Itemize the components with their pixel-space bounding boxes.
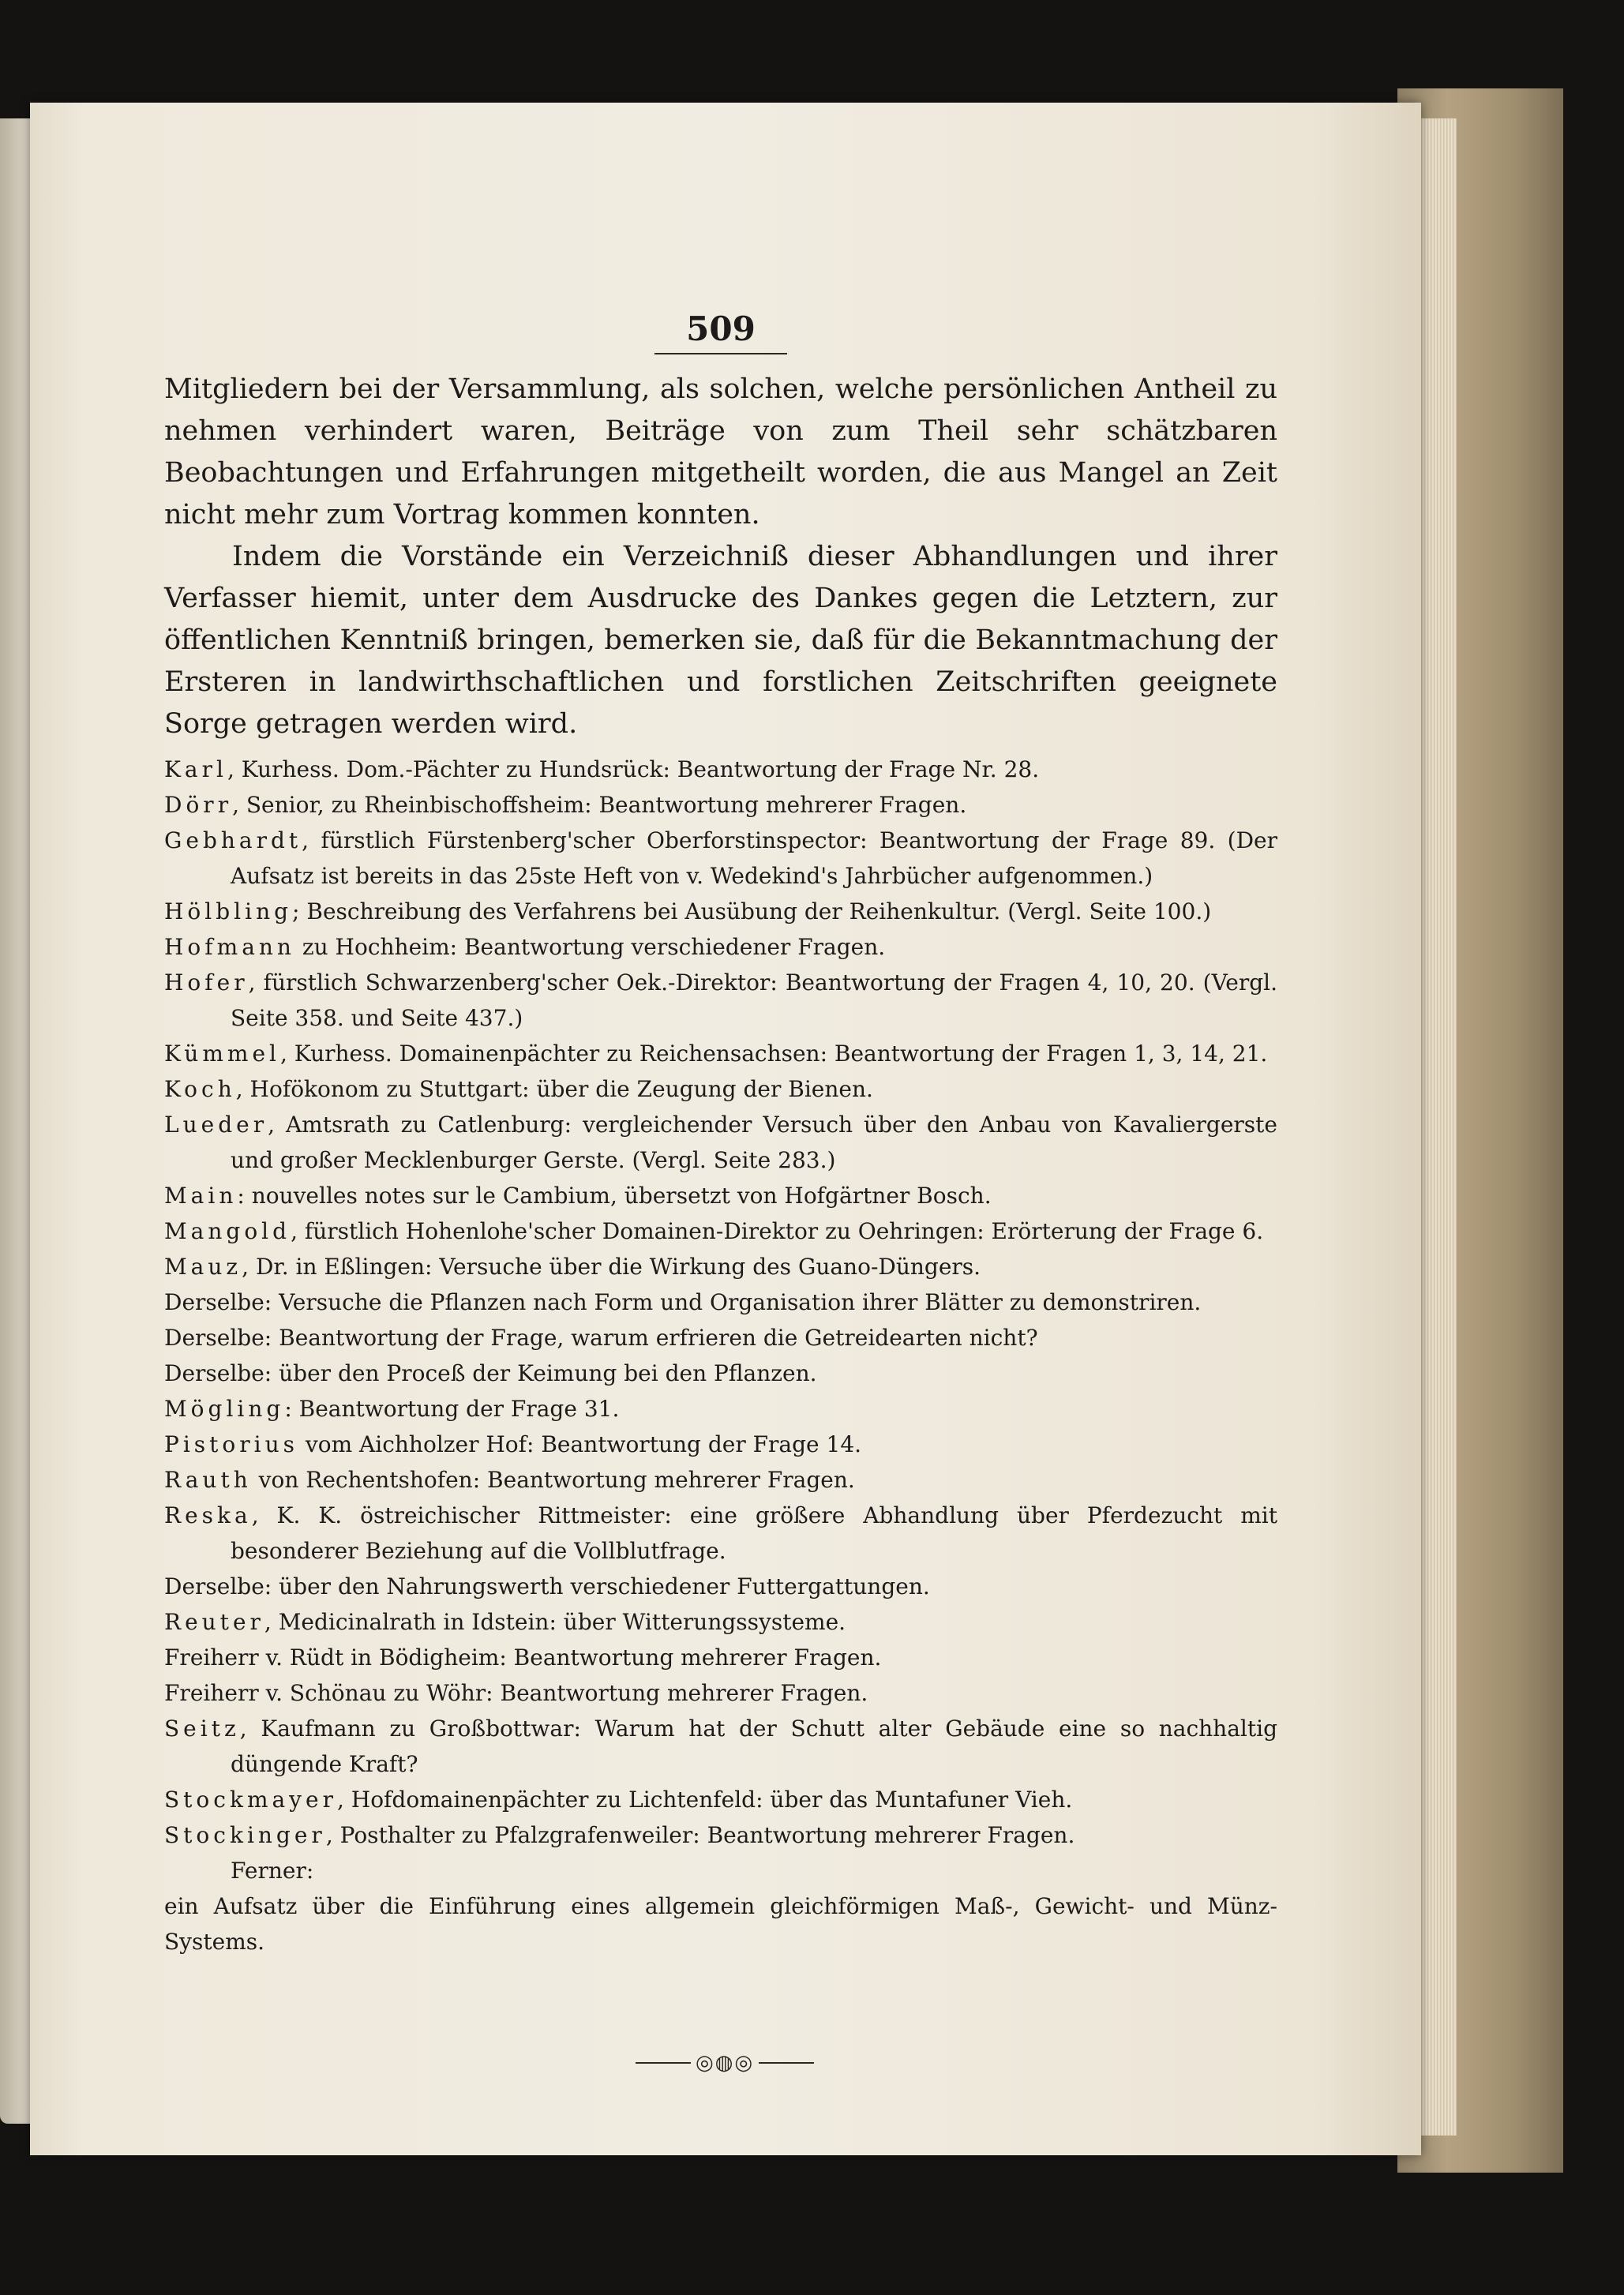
entry-name: Pistorius (164, 1431, 299, 1457)
list-item (164, 1356, 1277, 1391)
list-item (164, 1782, 1277, 1817)
entry-text: ; Beschreibung des Verfahrens bei Ausübung der Reihenkultur. (Vergl. Seite 100.) (292, 898, 1212, 924)
entry-name: Seitz (164, 1716, 240, 1742)
entry-name: Freiherr v. Rüdt (164, 1644, 344, 1671)
entry-name: Rauth (164, 1467, 252, 1493)
entry-name: Gebhardt (164, 827, 302, 853)
list-item (164, 1817, 1277, 1853)
entry-name: Hofmann (164, 934, 295, 960)
list-item (164, 1036, 1277, 1071)
list-item (164, 1711, 1277, 1782)
list-item (164, 1178, 1277, 1213)
book-page (30, 103, 1421, 2155)
entry-text: : über den Nahrungswerth verschiedener Futtergattungen. (264, 1573, 930, 1599)
entry-name: Lueder (164, 1112, 268, 1138)
page-text (164, 309, 1277, 1959)
entry-text: , fürstlich Hohenlohe'scher Domainen-Direktor zu Oehringen: Erörterung der Frage 6. (291, 1218, 1264, 1244)
entry-text: : Beantwortung der Frage 31. (284, 1396, 620, 1422)
list-item (164, 1462, 1277, 1498)
entry-text: : nouvelles notes sur le Cambium, übersetzt von Hofgärtner Bosch. (237, 1183, 992, 1209)
intro-paragraph: Mitgliedern bei der Versammlung, als solchen, welche persönlichen Antheil zu nehmen verhindert waren, Beiträge von zum Theil sehr schätzbaren Beobachtungen und Erfahrungen mitgetheilt worden, die aus Mangel an Zeit nicht mehr zum Vortrag kommen konnten. (164, 373, 1277, 531)
entry-name: Reska (164, 1502, 252, 1528)
list-item (164, 823, 1277, 894)
list-item (164, 1569, 1277, 1604)
entry-name: Stockmayer (164, 1787, 337, 1813)
list-item (164, 1213, 1277, 1249)
entry-name: Main (164, 1183, 238, 1209)
entry-text: : Beantwortung der Frage, warum erfrieren die Getreidearten nicht? (264, 1325, 1038, 1351)
ferner-label: Ferner: (231, 1858, 314, 1884)
entry-text: zu Hochheim: Beantwortung verschiedener Fragen. (294, 934, 886, 960)
entry-name: Mögling (164, 1396, 285, 1422)
closing-text: ein Aufsatz über die Einführung eines allgemein gleichförmigen Maß-, Gewicht- und Münz-Systems. (164, 1893, 1277, 1955)
page-number-value: 509 (654, 309, 787, 354)
list-item (164, 1284, 1277, 1320)
list-item (164, 1391, 1277, 1427)
page-number (164, 309, 1277, 351)
ornament-flourish-icon: ◎◍◎ (695, 2051, 755, 2075)
entry-text: , Dr. in Eßlingen: Versuche über die Wirkung des Guano-Düngers. (242, 1254, 981, 1280)
entry-text: , Medicinalrath in Idstein: über Witterungssysteme. (264, 1609, 846, 1635)
list-item (164, 1427, 1277, 1462)
closing-ornament (583, 2053, 867, 2073)
list-item (164, 965, 1277, 1036)
list-item (164, 1107, 1277, 1178)
list-item (164, 929, 1277, 965)
list-item (164, 752, 1277, 787)
entry-text: , Kurhess. Dom.-Pächter zu Hundsrück: Beantwortung der Frage Nr. 28. (227, 756, 1040, 782)
entry-name: Freiherr v. Schönau (164, 1680, 387, 1706)
list-item (164, 1320, 1277, 1356)
entry-name: Reuter (164, 1609, 264, 1635)
entry-text: : über den Proceß der Keimung bei den Pflanzen. (264, 1360, 817, 1386)
list-item (164, 1498, 1277, 1569)
entry-text: , fürstlich Fürstenberg'scher Oberforstinspector: Beantwortung der Frage 89. (Der Aufsatz ist bereits in das 25ste Heft von v. Wedekind's Jahrbücher aufgenommen.) (231, 827, 1277, 889)
entry-text: , Posthalter zu Pfalzgrafenweiler: Beantwortung mehrerer Fragen. (325, 1822, 1075, 1848)
entry-text: in Bödigheim: Beantwortung mehrerer Fragen. (343, 1644, 882, 1671)
entry-text: , Senior, zu Rheinbischoffsheim: Beantwortung mehrerer Fragen. (232, 792, 967, 818)
entry-text: , Hofdomainenpächter zu Lichtenfeld: über das Muntafuner Vieh. (336, 1787, 1073, 1813)
ornament-line-right (759, 2062, 814, 2064)
entry-name: Dörr (164, 792, 233, 818)
entry-text: von Rechentshofen: Beantwortung mehrerer Fragen. (251, 1467, 855, 1493)
entry-name: Hofer (164, 969, 249, 996)
entry-name: Mangold (164, 1218, 291, 1244)
entry-name: Karl (164, 756, 227, 782)
entry-text: vom Aichholzer Hof: Beantwortung der Frage 14. (298, 1431, 862, 1457)
list-item (164, 1604, 1277, 1640)
list-item (164, 894, 1277, 929)
list-item (164, 1249, 1277, 1284)
entry-text: zu Wöhr: Beantwortung mehrerer Fragen. (386, 1680, 868, 1706)
entry-text: , Kurhess. Domainenpächter zu Reichensachsen: Beantwortung der Fragen 1, 3, 14, 21. (279, 1041, 1268, 1067)
list-item (164, 1071, 1277, 1107)
entry-name: Derselbe (164, 1325, 264, 1351)
ornament-line-left (636, 2062, 691, 2064)
entry-text: : Versuche die Pflanzen nach Form und Organisation ihrer Blätter zu demonstriren. (264, 1289, 1202, 1315)
entry-name: Stockinger (164, 1822, 326, 1848)
list-item (164, 787, 1277, 823)
entry-text: , fürstlich Schwarzenberg'scher Oek.-Direktor: Beantwortung der Fragen 4, 10, 20. (Vergl. Seite 358. und Seite 437.) (231, 969, 1277, 1031)
second-paragraph: Indem die Vorstände ein Verzeichniß dieser Abhandlungen und ihrer Verfasser hiemit, unter dem Ausdrucke des Dankes gegen die Letztern, zur öffentlichen Kenntniß bringen, bemerken sie, daß für die Bekanntmachung der Ersteren in landwirthschaftlichen und forstlichen Zeitschriften geeignete Sorge getragen werden wird. (164, 541, 1277, 740)
list-item (164, 1675, 1277, 1711)
entry-text: , Kaufmann zu Großbottwar: Warum hat der Schutt alter Gebäude eine so nachhaltig düngende Kraft? (231, 1716, 1277, 1777)
entry-name: Koch (164, 1076, 236, 1102)
contributions-list (164, 752, 1277, 1959)
entry-name: Derselbe (164, 1360, 264, 1386)
entry-text: , Hofökonom zu Stuttgart: über die Zeugung der Bienen. (235, 1076, 873, 1102)
entry-text: , Amtsrath zu Catlenburg: vergleichender Versuch über den Anbau von Kavaliergerste und großer Mecklenburger Gerste. (Vergl. Seite 283.) (231, 1112, 1277, 1173)
entry-name: Kümmel (164, 1041, 280, 1067)
entry-text: , K. K. östreichischer Rittmeister: eine größere Abhandlung über Pferdezucht mit besonderer Beziehung auf die Vollblutfrage. (231, 1502, 1277, 1564)
list-item (164, 1640, 1277, 1675)
entry-name: Hölbling (164, 898, 293, 924)
entry-name: Mauz (164, 1254, 242, 1280)
entry-name: Derselbe (164, 1289, 264, 1315)
entry-name: Derselbe (164, 1573, 264, 1599)
